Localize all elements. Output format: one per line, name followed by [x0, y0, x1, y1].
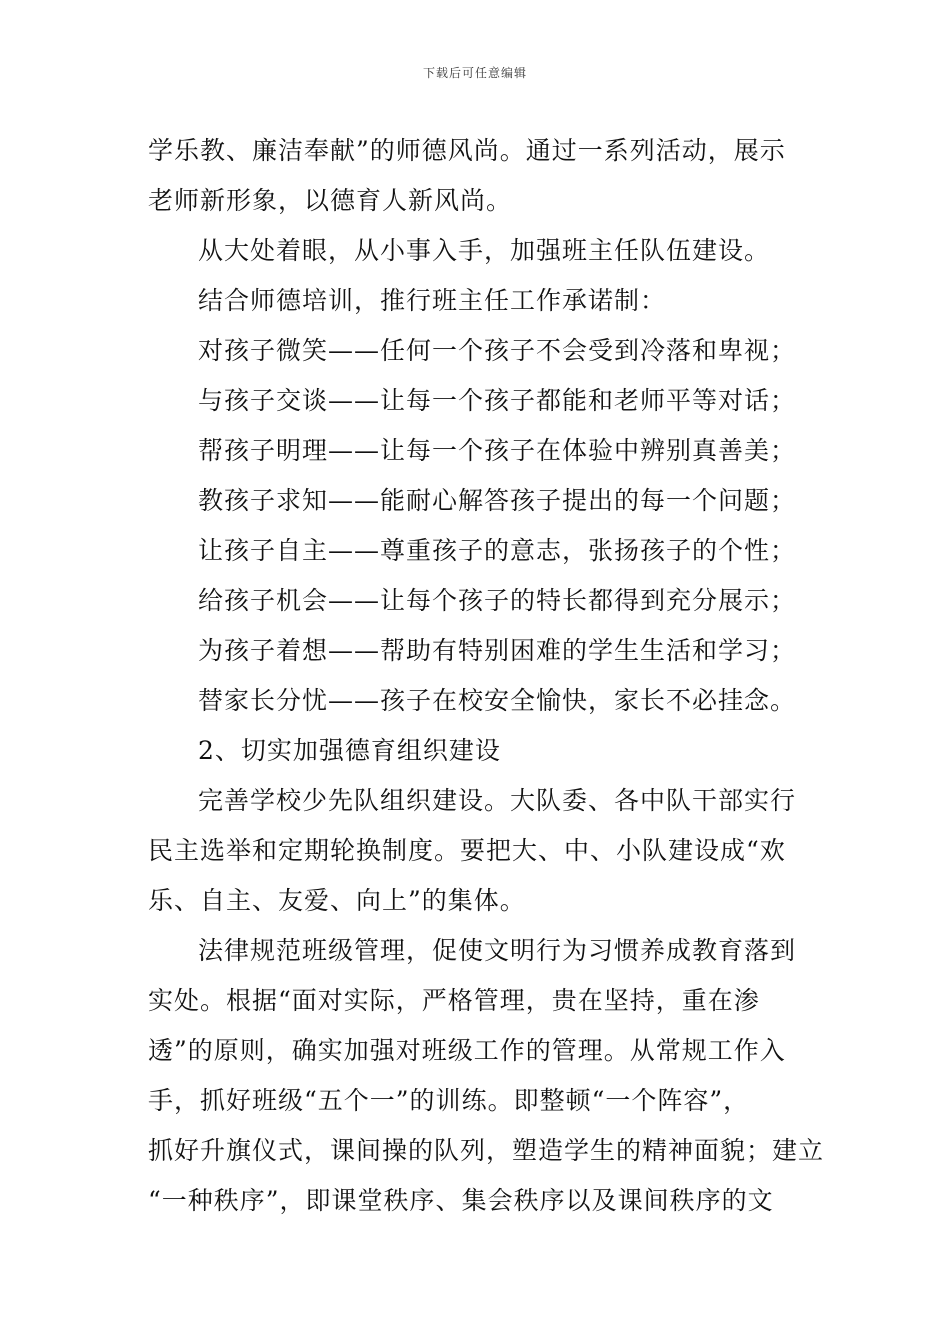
paragraph-line: 结合师德培训，推行班主任工作承诺制：	[198, 286, 667, 315]
paragraph-line: 抓好升旗仪式，课间操的队列，塑造学生的精神面貌；建立	[148, 1136, 825, 1165]
pledge-item: 替家长分忧——孩子在校安全愉快，家长不必挂念。	[198, 686, 797, 715]
paragraph-line: 手，抓好班级“五个一”的训练。即整顿“一个阵容”，	[148, 1086, 750, 1115]
paragraph-line: 实处。根据“面对实际，严格管理，贵在坚持，重在渗	[148, 986, 760, 1015]
section-heading: 2、切实加强德育组织建设	[198, 736, 501, 765]
paragraph-line: 老师新形象，以德育人新风尚。	[148, 186, 513, 215]
pledge-item: 对孩子微笑——任何一个孩子不会受到冷落和卑视；	[198, 336, 797, 365]
paragraph-line: 学乐教、廉洁奉献”的师德风尚。通过一系列活动，展示	[148, 136, 786, 165]
page-header-watermark: 下载后可任意编辑	[422, 66, 527, 80]
paragraph-line: 从大处着眼，从小事入手，加强班主任队伍建设。	[198, 236, 771, 265]
paragraph-line: 透”的原则，确实加强对班级工作的管理。从常规工作入	[148, 1036, 786, 1065]
paragraph-line: 完善学校少先队组织建设。大队委、各中队干部实行	[198, 786, 797, 815]
pledge-item: 让孩子自主——尊重孩子的意志，张扬孩子的个性；	[198, 536, 797, 565]
pledge-item: 为孩子着想——帮助有特别困难的学生生活和学习；	[198, 636, 797, 665]
pledge-item: 与孩子交谈——让每一个孩子都能和老师平等对话；	[198, 386, 797, 415]
paragraph-line: “一种秩序”，即课堂秩序、集会秩序以及课间秩序的文	[148, 1186, 774, 1215]
paragraph-line: 法律规范班级管理，促使文明行为习惯养成教育落到	[198, 936, 797, 965]
pledge-item: 帮孩子明理——让每一个孩子在体验中辨别真善美；	[198, 436, 797, 465]
paragraph-line: 乐、自主、友爱、向上”的集体。	[148, 886, 526, 915]
pledge-item: 给孩子机会——让每个孩子的特长都得到充分展示；	[198, 586, 797, 615]
paragraph-line: 民主选举和定期轮换制度。要把大、中、小队建设成“欢	[148, 836, 786, 865]
pledge-item: 教孩子求知——能耐心解答孩子提出的每一个问题；	[198, 486, 797, 515]
